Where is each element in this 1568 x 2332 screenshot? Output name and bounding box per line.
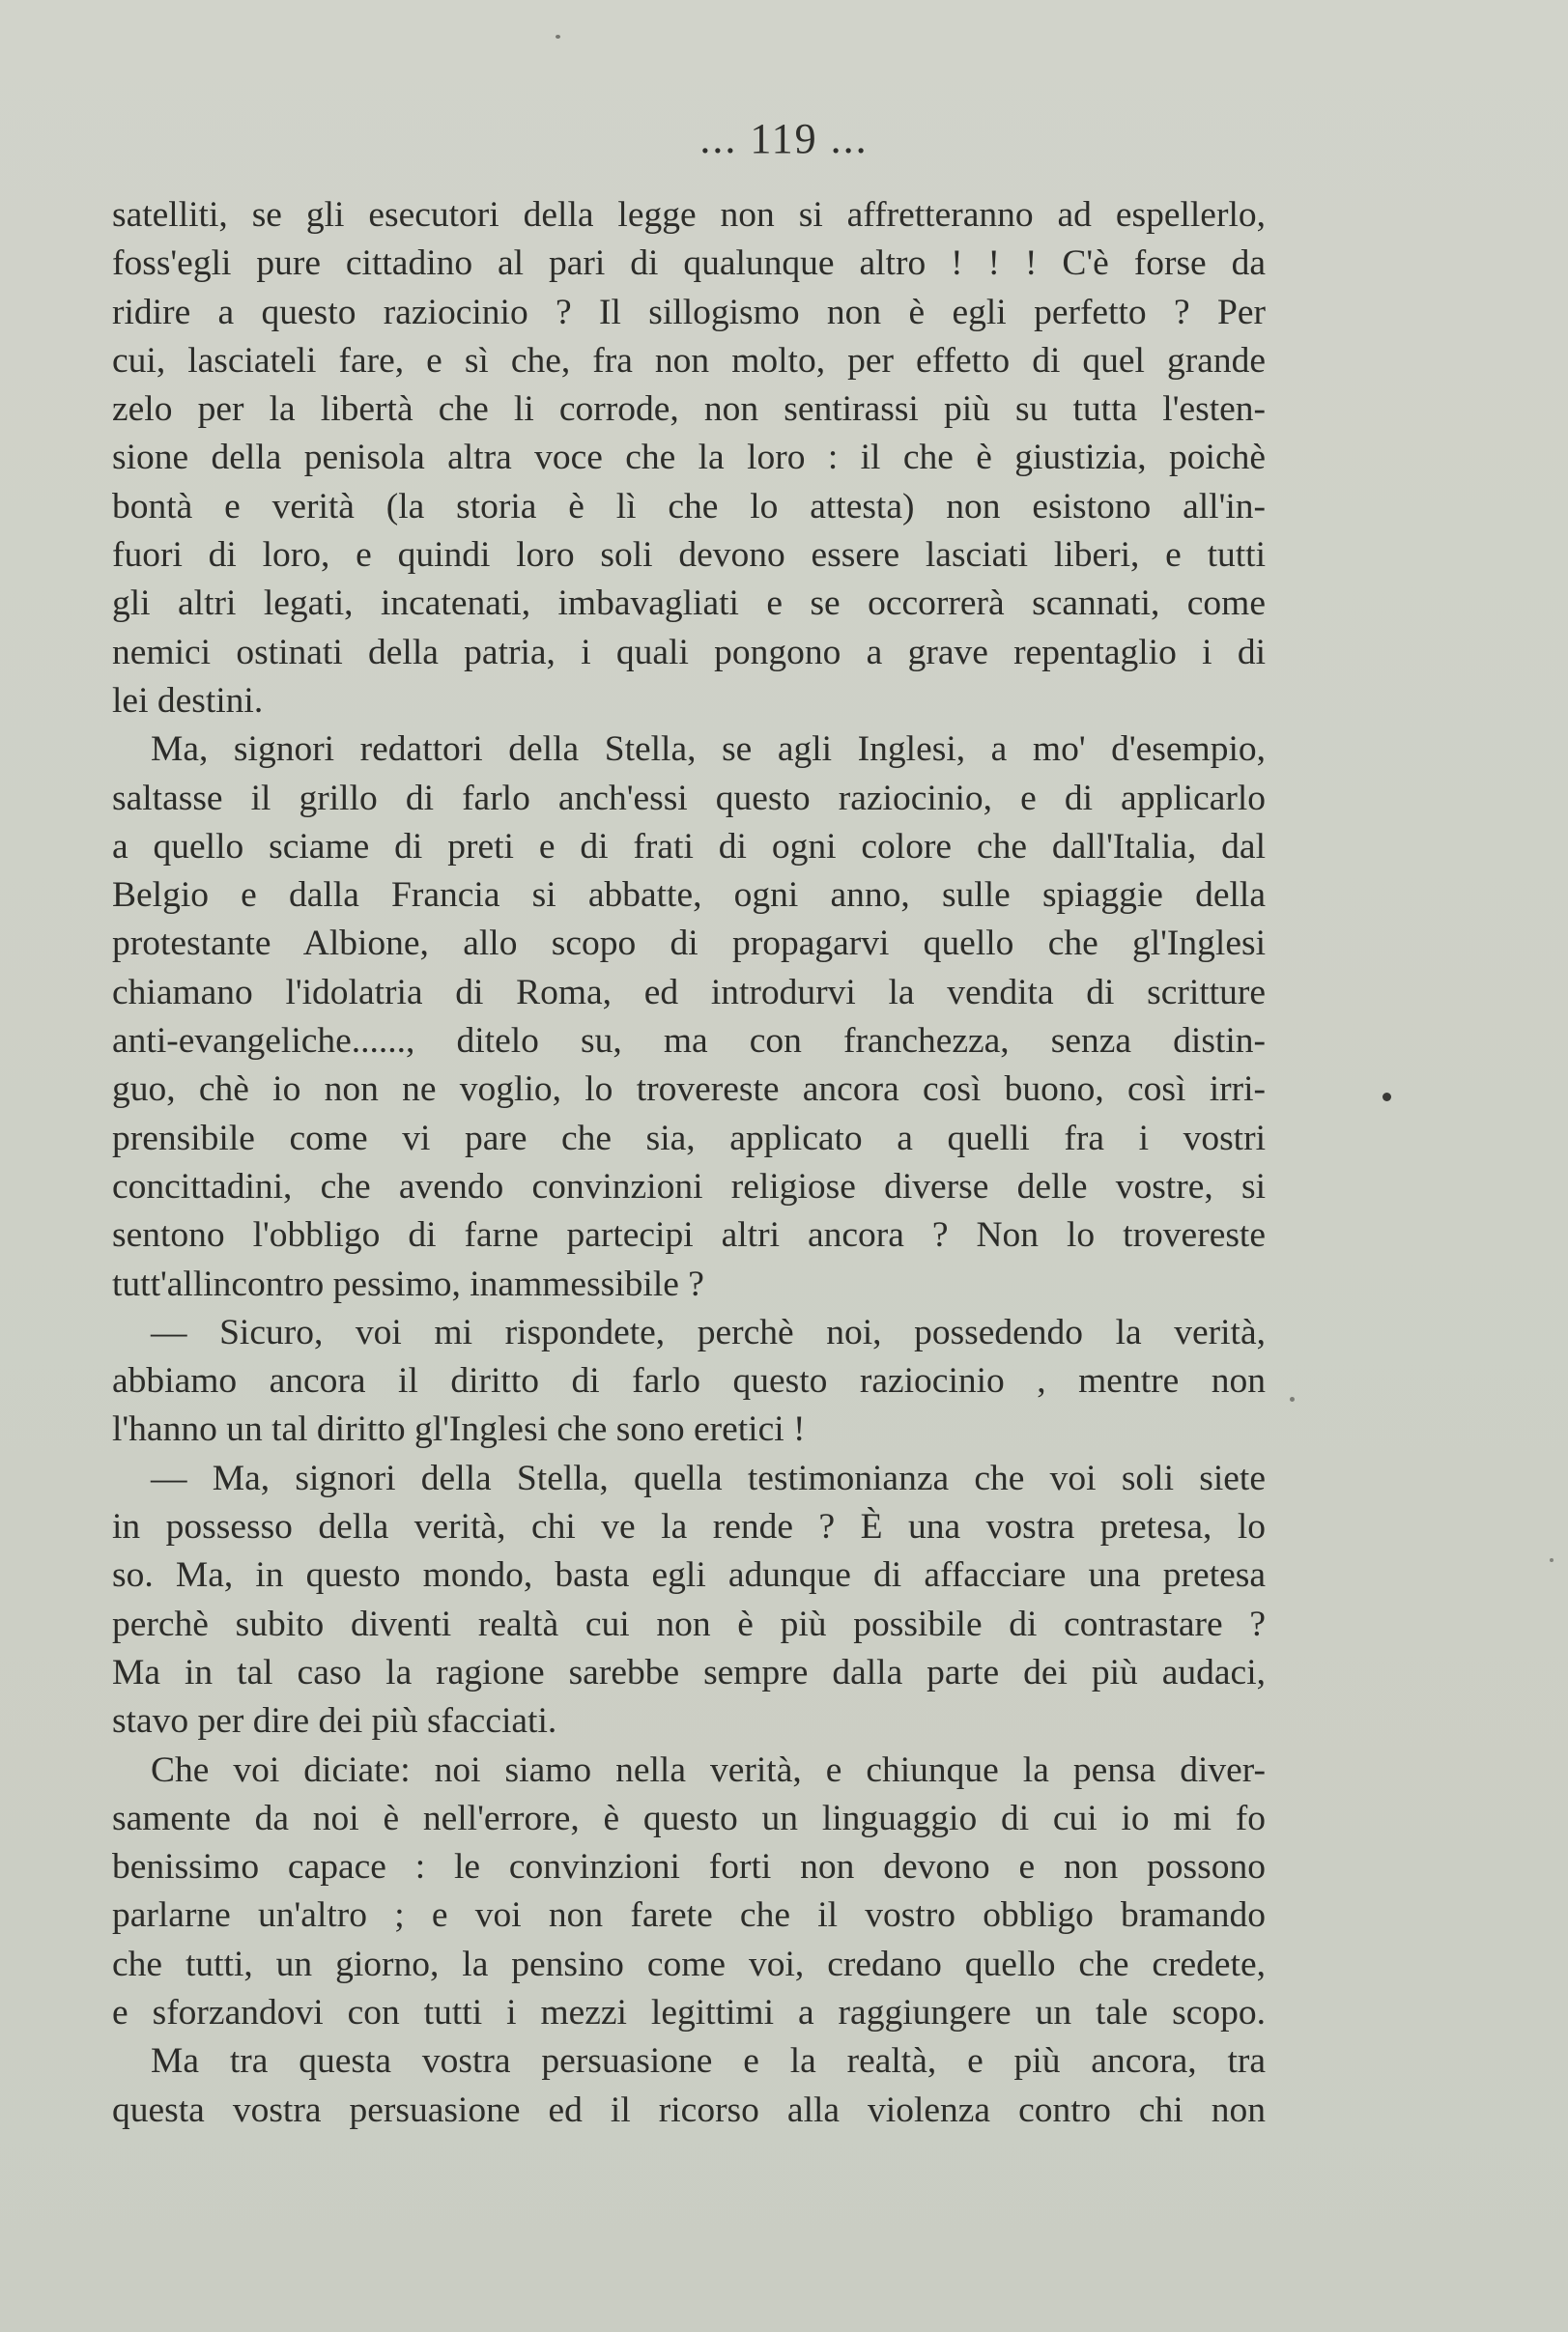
text-line: tutt'allincontro pessimo, inammessibile ? xyxy=(112,1264,704,1304)
text-line: e sforzandovi con tutti i mezzi legittimi a raggiungere un tale scopo. xyxy=(112,1992,1266,2033)
text-line: samente da noi è nell'errore, è questo un linguaggio di cui io mi fo xyxy=(112,1798,1266,1838)
text-line: Che voi diciate: noi siamo nella verità, e chiunque la pensa diver- xyxy=(151,1749,1266,1790)
page-speck xyxy=(556,35,560,39)
text-line: Ma in tal caso la ragione sarebbe sempre dalla parte dei più audaci, xyxy=(112,1652,1266,1692)
text-line: prensibile come vi pare che sia, applicato a quelli fra i vostri xyxy=(112,1118,1266,1158)
text-line: bontà e verità (la storia è lì che lo attesta) non esistono all'in- xyxy=(112,486,1266,526)
text-line: guo, chè io non ne voglio, lo trovereste ancora così buono, così irri- xyxy=(112,1069,1266,1110)
text-line: anti-evangeliche......, ditelo su, ma con franchezza, senza distin- xyxy=(112,1021,1266,1062)
text-line: sentono l'obbligo di farne partecipi altri ancora ? Non lo trovereste xyxy=(112,1215,1266,1256)
text-line: Ma, signori redattori della Stella, se agli Inglesi, a mo' d'esempio, xyxy=(151,729,1266,770)
text-line: stavo per dire dei più sfacciati. xyxy=(112,1701,557,1742)
body-text xyxy=(112,191,1266,2135)
text-line: — Sicuro, voi mi rispondete, perchè noi, possedendo la verità, xyxy=(151,1312,1266,1352)
text-line: perchè subito diventi realtà cui non è più possibile di contrastare ? xyxy=(112,1604,1266,1644)
text-line: zelo per la libertà che li corrode, non sentirassi più su tutta l'esten- xyxy=(112,389,1266,430)
text-line: benissimo capace : le convinzioni forti non devono e non possono xyxy=(112,1847,1266,1888)
text-line: chiamano l'idolatria di Roma, ed introdurvi la vendita di scritture xyxy=(112,972,1266,1012)
text-line: cui, lasciateli fare, e sì che, fra non molto, per effetto di quel grande xyxy=(112,340,1266,381)
text-line: fuori di loro, e quindi loro soli devono essere lasciati liberi, e tutti xyxy=(112,535,1266,576)
page-speck xyxy=(1383,1093,1391,1101)
text-line: foss'egli pure cittadino al pari di qualunque altro ! ! ! C'è forse da xyxy=(112,243,1266,284)
text-line: abbiamo ancora il diritto di farlo questo raziocinio , mentre non xyxy=(112,1361,1266,1402)
text-line: protestante Albione, allo scopo di propagarvi quello che gl'Inglesi xyxy=(112,924,1266,964)
text-line: gli altri legati, incatenati, imbavagliati e se occorrerà scannati, come xyxy=(112,583,1266,624)
text-line: concittadini, che avendo convinzioni religiose diverse delle vostre, si xyxy=(112,1166,1266,1207)
text-line: in possesso della verità, chi ve la rende ? È una vostra pretesa, lo xyxy=(112,1507,1266,1548)
page-speck xyxy=(1290,1397,1295,1402)
page-speck xyxy=(1550,1558,1554,1562)
text-line: sione della penisola altra voce che la loro : il che è giustizia, poichè xyxy=(112,438,1266,478)
text-line: parlarne un'altro ; e voi non farete che il vostro obbligo bramando xyxy=(112,1895,1266,1936)
text-line: lei destini. xyxy=(112,680,264,721)
text-line: nemici ostinati della patria, i quali pongono a grave repentaglio i di xyxy=(112,632,1266,672)
page-number: ... 119 ... xyxy=(699,115,869,162)
text-line: che tutti, un giorno, la pensino come voi, credano quello che credete, xyxy=(112,1944,1266,1984)
text-line: l'hanno un tal diritto gl'Inglesi che sono eretici ! xyxy=(112,1409,806,1450)
text-line: a quello sciame di preti e di frati di ogni colore che dall'Italia, dal xyxy=(112,826,1266,867)
text-line: Belgio e dalla Francia si abbatte, ogni anno, sulle spiaggie della xyxy=(112,875,1266,916)
text-line: questa vostra persuasione ed il ricorso alla violenza contro chi non xyxy=(112,2090,1266,2130)
text-line: satelliti, se gli esecutori della legge non si affretteranno ad espellerlo, xyxy=(112,195,1266,235)
text-line: Ma tra questa vostra persuasione e la realtà, e più ancora, tra xyxy=(151,2041,1266,2082)
text-line: ridire a questo raziocinio ? Il sillogismo non è egli perfetto ? Per xyxy=(112,292,1266,332)
text-line: so. Ma, in questo mondo, basta egli adunque di affacciare una pretesa xyxy=(112,1555,1266,1596)
text-line: saltasse il grillo di farlo anch'essi questo raziocinio, e di applicarlo xyxy=(112,778,1266,818)
text-line: — Ma, signori della Stella, quella testimonianza che voi soli siete xyxy=(151,1458,1266,1498)
